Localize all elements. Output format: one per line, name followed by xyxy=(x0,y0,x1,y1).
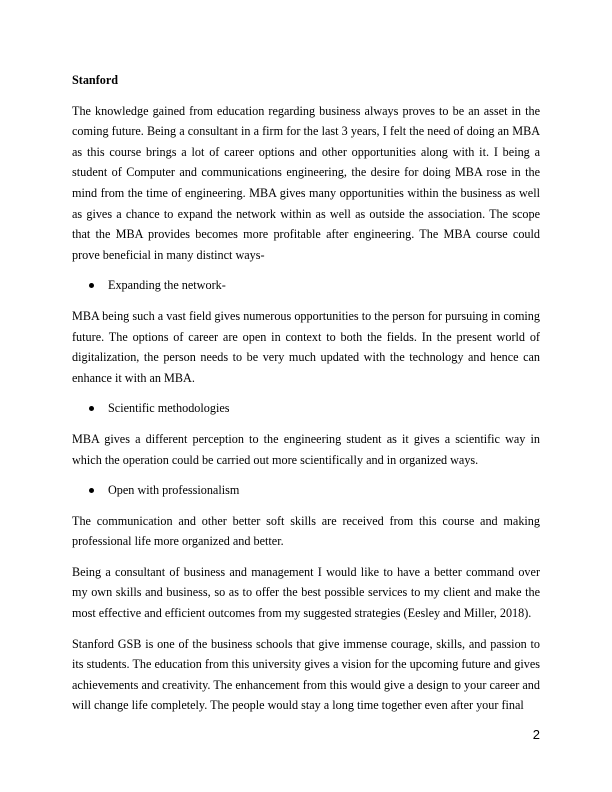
bullet-label: Expanding the network- xyxy=(108,278,226,293)
bullet-label: Open with professionalism xyxy=(108,483,240,498)
paragraph-consultant: Being a consultant of business and management I would like to have a better command over my own skills and business, so as to offer the best possible services to my client and make the most effective and efficient outcomes from my suggested strategies (Eesley and Miller, 2018). xyxy=(72,564,540,621)
paragraph-intro: The knowledge gained from education regarding business always proves to be an asset in the coming future. Being a consultant in a firm for the last 3 years, I felt the need of doing an MBA as this course brings a lot of career options and other opportunities along with it. I being a student of Computer and communications engineering, the desire for doing MBA rose in the mind from the time of engineering. MBA gives many opportunities within the business as well as gives a chance to expand the network within as well as outside the association. The scope that the MBA provides becomes more profitable after engineering. The MBA course could prove beneficial in many distinct ways- xyxy=(72,103,540,262)
bullet-item-expanding-network xyxy=(72,275,540,296)
page-content xyxy=(72,70,540,726)
bullet-item-professionalism xyxy=(72,480,540,501)
page-number: 2 xyxy=(532,727,540,742)
paragraph-network: MBA being such a vast field gives numerous opportunities to the person for pursuing in coming future. The options of career are open in context to both the fields. In the present world of digitalization, the person needs to be very much updated with the technology and hence can enhance it with an MBA. xyxy=(72,308,540,385)
paragraph-soft-skills: The communication and other better soft skills are received from this course and making professional life more organized and better. xyxy=(72,513,540,549)
section-heading: Stanford xyxy=(72,73,119,87)
bullet-item-scientific-methodologies xyxy=(72,398,540,419)
paragraph-stanford-gsb: Stanford GSB is one of the business schools that give immense courage, skills, and passion to its students. The education from this university gives a vision for the upcoming future and gives achievements and creativity. The enhancement from this would give a design to your career and will change life completely. The people would stay a long time together even after your final xyxy=(72,636,540,713)
bullet-label: Scientific methodologies xyxy=(108,401,230,416)
bullet-dot-icon xyxy=(89,406,94,411)
paragraph-scientific: MBA gives a different perception to the engineering student as it gives a scientific way in which the operation could be carried out more scientifically and in organized ways. xyxy=(72,431,540,467)
bullet-dot-icon xyxy=(89,283,94,288)
bullet-dot-icon xyxy=(89,488,94,493)
